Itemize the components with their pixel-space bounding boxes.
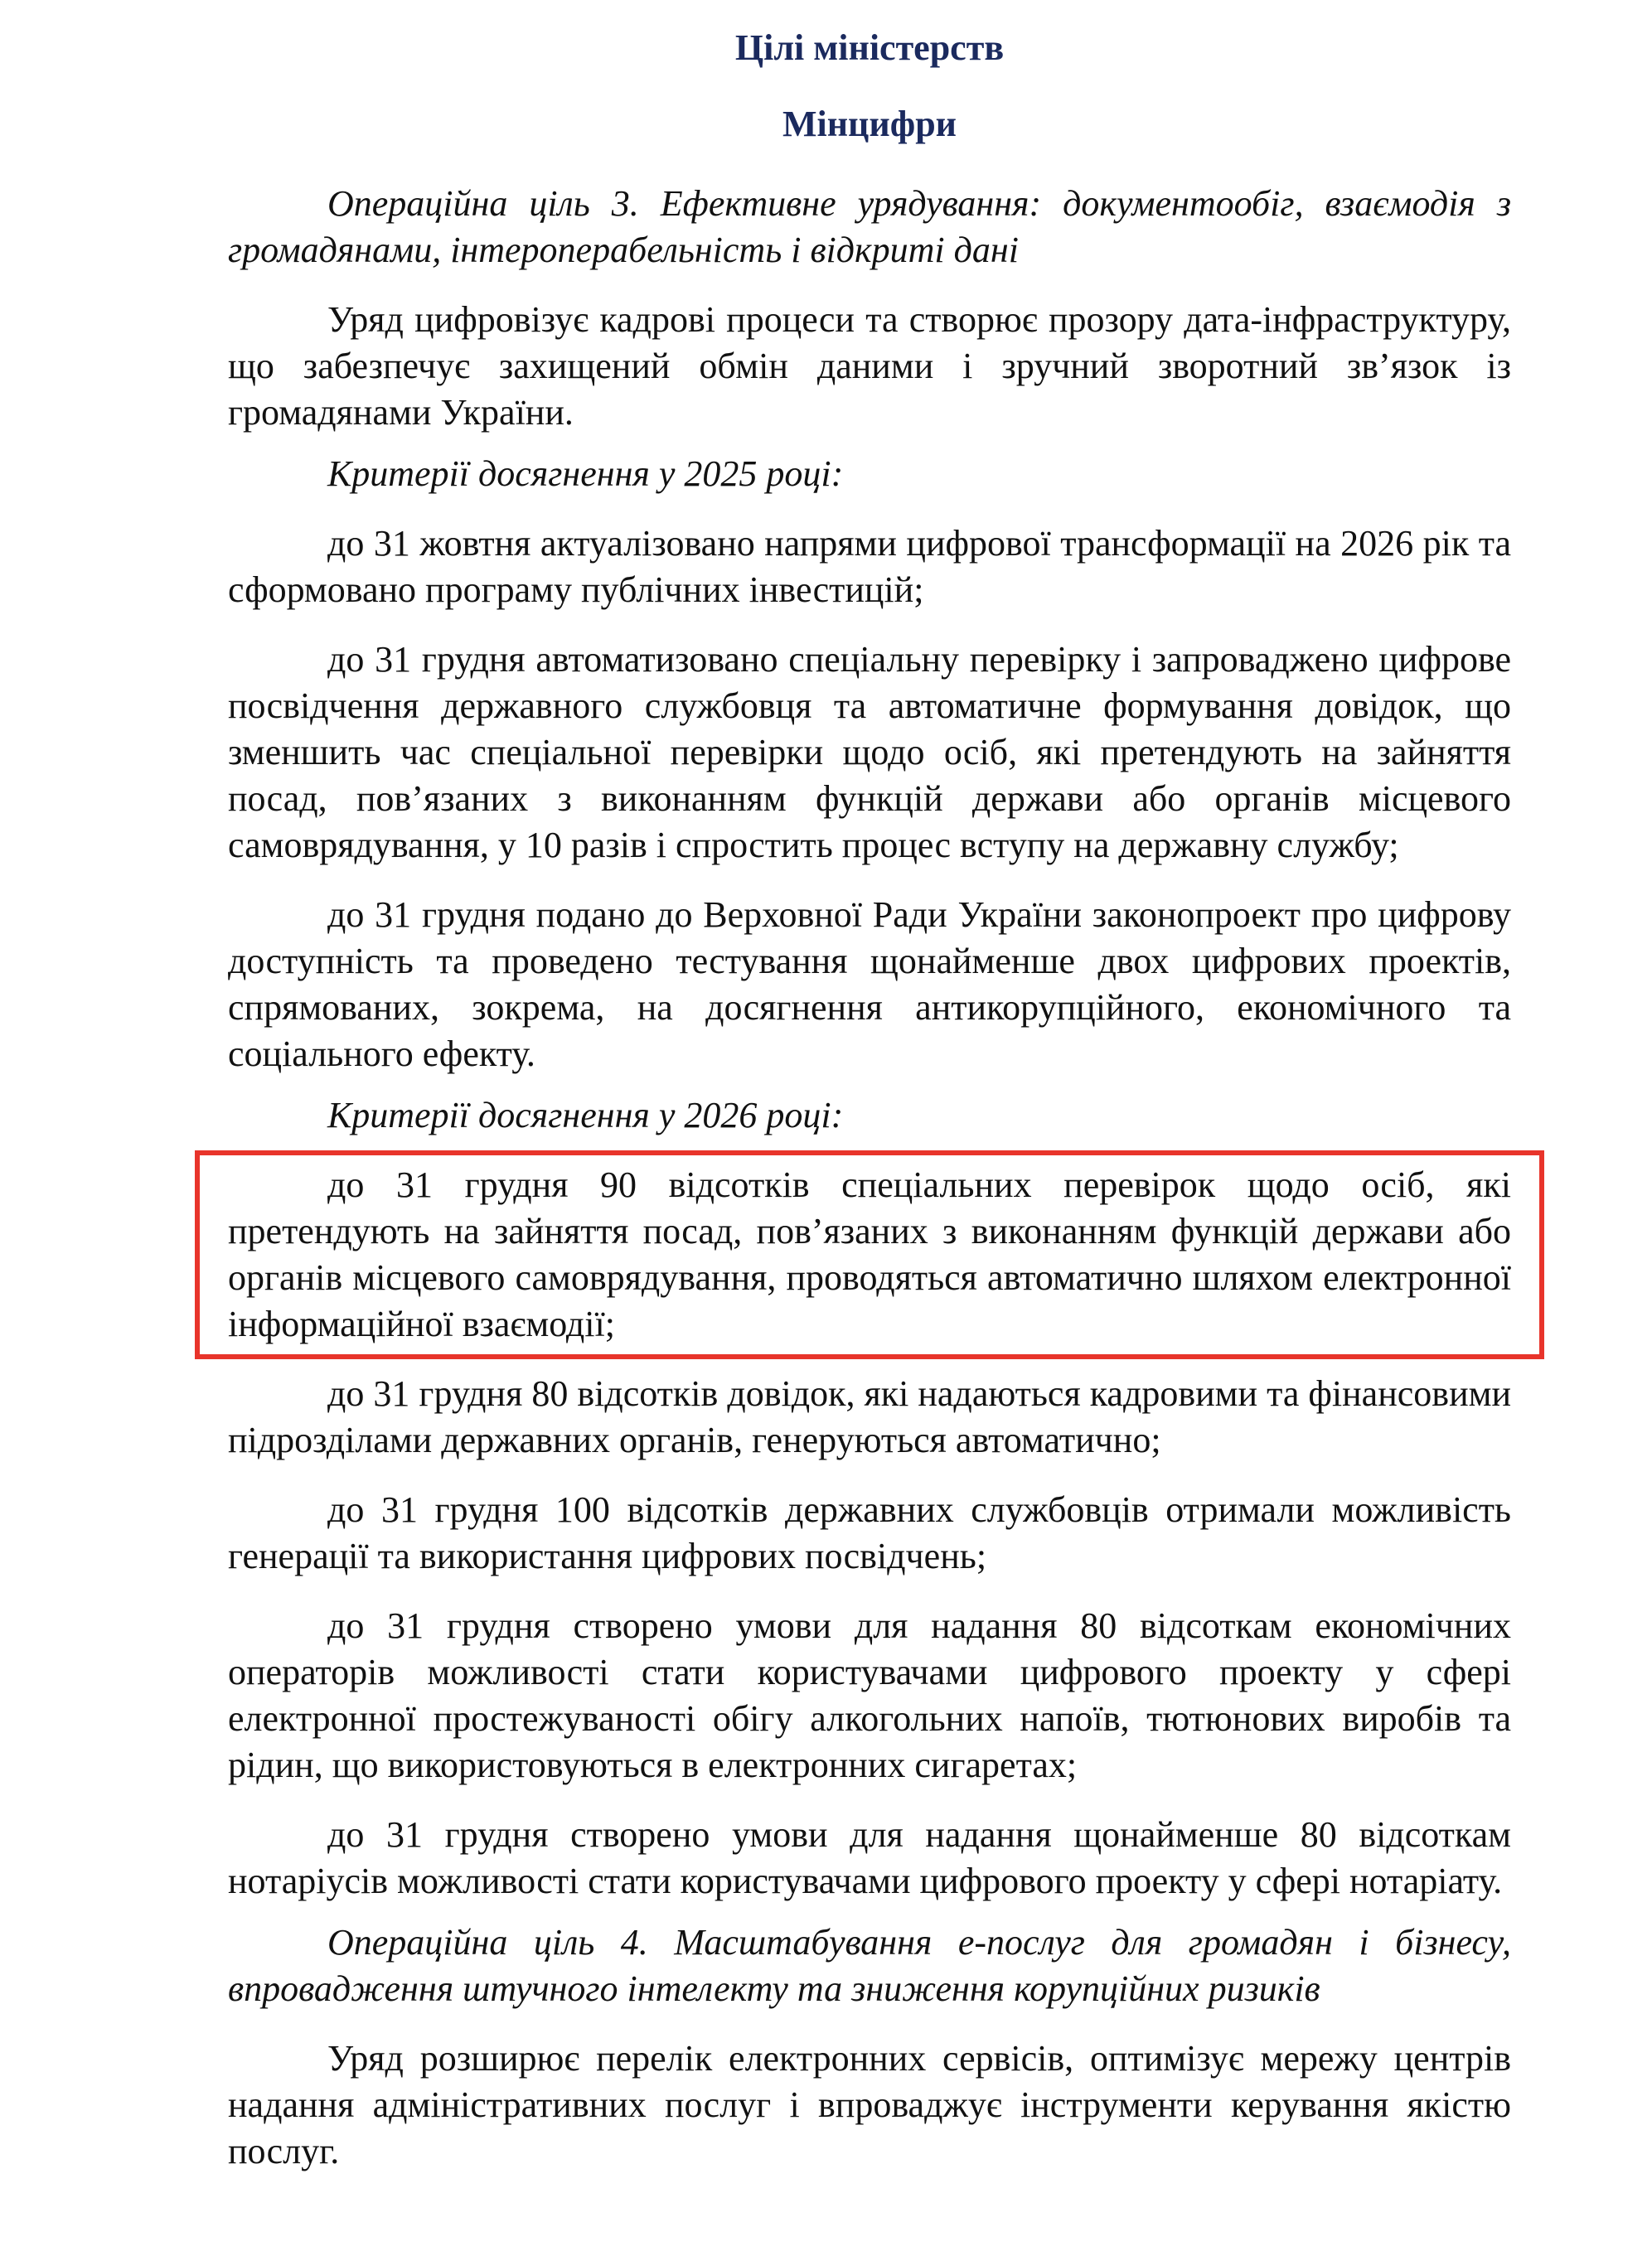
document-content xyxy=(228,25,1511,2175)
criterion-2026-item: до 31 грудня 90 відсотків спеціальних перевірок щодо осіб, які претендують на зайняття посад, пов’язаних з виконанням функцій держави або органів місцевого самоврядування, проводяться автоматично шляхом електронної інформаційної взаємодії; xyxy=(228,1164,1511,1344)
criterion-2025-item: до 31 грудня автоматизовано спеціальну перевірку і запроваджено цифрове посвідчення державного службовця та автоматичне формування довідок, що зменшить час спеціальної перевірки щодо осіб, які претендують на зайняття посад, пов’язаних з виконанням функцій держави або органів місцевого самоврядування, у 10 разів і спростить процес вступу на державну службу; xyxy=(228,639,1511,865)
criterion-2025-item: до 31 грудня подано до Верховної Ради України законопроект про цифрову доступність та проведено тестування щонайменше двох цифрових проектів, спрямованих, зокрема, на досягнення антикорупційного, економічного та соціального ефекту. xyxy=(228,894,1511,1074)
criterion-2025-item: до 31 жовтня актуалізовано напрями цифрової трансформації на 2026 рік та сформовано програму публічних інвестицій; xyxy=(228,523,1511,610)
ministry-title: Мінцифри xyxy=(782,104,957,144)
page-title: Цілі міністерств xyxy=(734,27,1005,68)
criteria-2025-heading: Критерії досягнення у 2025 році: xyxy=(327,453,844,494)
operational-goal-3-heading: Операційна ціль 3. Ефективне урядування: документообіг, взаємодія з громадянами, інтероперабельність і відкриті дані xyxy=(228,183,1511,270)
highlighted-criterion xyxy=(228,1162,1511,1348)
operational-goal-4-heading: Операційна ціль 4. Масштабування е-послуг для громадян і бізнесу, впровадження штучного інтелекту та зниження корупційних ризиків xyxy=(228,1922,1511,2009)
criterion-2026-item: до 31 грудня 100 відсотків державних службовців отримали можливість генерації та використання цифрових посвідчень; xyxy=(228,1489,1511,1576)
criteria-2026-heading: Критерії досягнення у 2026 році: xyxy=(327,1095,844,1135)
criterion-2026-item: до 31 грудня 80 відсотків довідок, які надаються кадровими та фінансовими підрозділами державних органів, генеруються автоматично; xyxy=(228,1373,1511,1460)
goal-3-description: Уряд цифровізує кадрові процеси та створює прозору дата-інфраструктуру, що забезпечує захищений обмін даними і зручний зворотний зв’язок із громадянами України. xyxy=(228,299,1511,433)
criterion-2026-item: до 31 грудня створено умови для надання щонайменше 80 відсоткам нотаріусів можливості стати користувачами цифрового проекту у сфері нотаріату. xyxy=(228,1814,1511,1901)
goal-4-description: Уряд розширює перелік електронних сервісів, оптимізує мережу центрів надання адміністративних послуг і впроваджує інструменти керування якістю послуг. xyxy=(228,2038,1511,2171)
criterion-2026-item: до 31 грудня створено умови для надання 80 відсоткам економічних операторів можливості стати користувачами цифрового проекту у сфері електронної простежуваності обігу алкогольних напоїв, тютюнових виробів та рідин, що використовуються в електронних сигаретах; xyxy=(228,1605,1511,1785)
